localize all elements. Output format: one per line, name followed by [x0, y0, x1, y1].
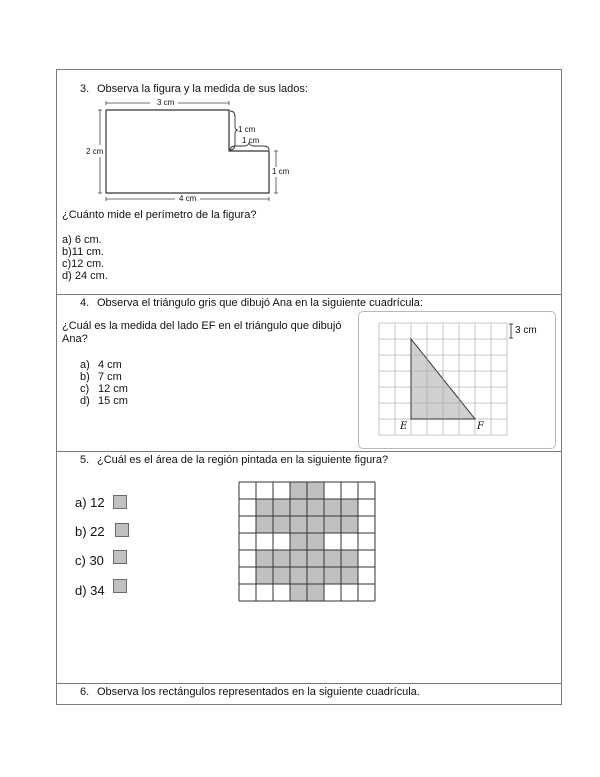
answer-option-d[interactable]: d) 24 cm.: [62, 270, 108, 282]
answer-option-b[interactable]: b)11 cm.: [62, 246, 104, 258]
question-text-line2: Ana?: [62, 333, 88, 345]
question-number: 4.: [80, 297, 90, 309]
question-prompt: ¿Cuál es el área de la región pintada en la siguiente figura?: [97, 454, 389, 466]
dimension-label-left: 2 cm: [86, 147, 104, 156]
option-label: c) 30: [75, 553, 104, 568]
answer-option-a[interactable]: a) 6 cm.: [62, 234, 102, 246]
option-text: 4 cm: [98, 359, 122, 371]
option-label: b) 22: [75, 524, 105, 539]
option-text: 12 cm: [98, 383, 128, 395]
question-prompt: Observa la figura y la medida de sus lados:: [97, 83, 308, 95]
question-text: ¿Cuánto mide el perímetro de la figura?: [62, 209, 257, 221]
vertex-e-label: E: [400, 421, 408, 432]
option-letter: c): [80, 383, 90, 395]
question-prompt: Observa los rectángulos representados en la siguiente cuadrícula.: [97, 686, 420, 698]
dimension-label-step-vertical: 1 cm: [238, 125, 256, 134]
answer-option-c[interactable]: c)12 cm.: [62, 258, 105, 270]
shaded-region-grid: [238, 481, 377, 602]
vertex-f-label: F: [477, 421, 484, 432]
option-label: a) 12: [75, 495, 105, 510]
option-text: 15 cm: [98, 395, 128, 407]
row-divider: [56, 683, 562, 684]
dimension-label-top: 3 cm: [157, 98, 175, 107]
option-text: 7 cm: [98, 371, 122, 383]
answer-checkbox[interactable]: [113, 495, 127, 509]
option-letter: a): [80, 359, 90, 371]
dimension-label-right: 1 cm: [272, 167, 290, 176]
question-number: 5.: [80, 454, 90, 466]
l-shape-figure: [80, 96, 310, 208]
question-text-line1: ¿Cuál es la medida del lado EF en el triángulo que dibujó: [62, 320, 342, 332]
option-label: d) 34: [75, 583, 105, 598]
question-prompt: Observa el triángulo gris que dibujó Ana en la siguiente cuadrícula:: [97, 297, 423, 309]
answer-checkbox[interactable]: [115, 523, 129, 537]
scale-label: 3 cm: [515, 325, 537, 336]
dimension-label-step-horizontal: 1 cm: [242, 136, 260, 145]
row-divider: [56, 451, 562, 452]
answer-checkbox[interactable]: [113, 550, 127, 564]
answer-checkbox[interactable]: [113, 579, 127, 593]
triangle-grid-figure: [375, 320, 515, 440]
option-letter: b): [80, 371, 90, 383]
question-number: 3.: [80, 83, 90, 95]
question-number: 6.: [80, 686, 90, 698]
dimension-label-bottom: 4 cm: [179, 194, 197, 203]
option-letter: d): [80, 395, 90, 407]
row-divider: [56, 294, 562, 295]
